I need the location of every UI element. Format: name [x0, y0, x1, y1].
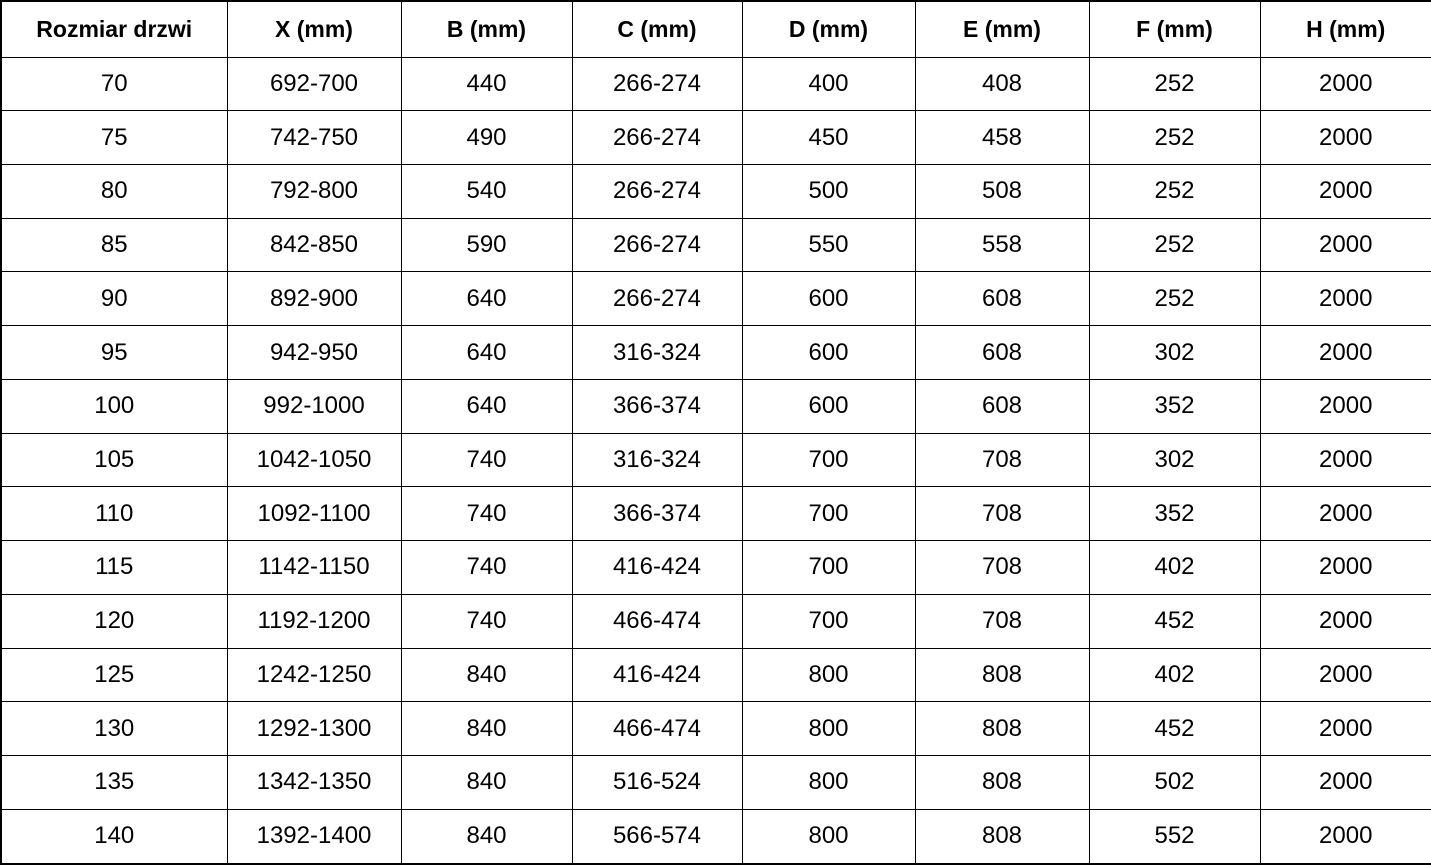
cell-b-mm-row-105: 740	[401, 433, 572, 487]
cell-b-mm-row-125: 840	[401, 648, 572, 702]
cell-c-mm-row-140: 566-574	[572, 809, 742, 864]
cell-x-mm-row-70: 692-700	[227, 57, 401, 111]
cell-rozmiar-drzwi-row-130: 130	[1, 702, 227, 756]
cell-d-mm-row-140: 800	[742, 809, 915, 864]
cell-c-mm-row-75: 266-274	[572, 111, 742, 165]
cell-d-mm-row-130: 800	[742, 702, 915, 756]
column-header-f-mm: F (mm)	[1089, 1, 1260, 57]
table-row-size-95	[1, 326, 1431, 380]
cell-x-mm-row-80: 792-800	[227, 164, 401, 218]
cell-c-mm-row-70: 266-274	[572, 57, 742, 111]
cell-d-mm-row-125: 800	[742, 648, 915, 702]
cell-b-mm-row-85: 590	[401, 218, 572, 272]
cell-f-mm-row-130: 452	[1089, 702, 1260, 756]
cell-f-mm-row-110: 352	[1089, 487, 1260, 541]
cell-h-mm-row-130: 2000	[1260, 702, 1431, 756]
cell-b-mm-row-80: 540	[401, 164, 572, 218]
cell-e-mm-row-125: 808	[915, 648, 1089, 702]
cell-x-mm-row-105: 1042-1050	[227, 433, 401, 487]
cell-rozmiar-drzwi-row-140: 140	[1, 809, 227, 864]
cell-c-mm-row-115: 416-424	[572, 541, 742, 595]
table-row-size-80	[1, 164, 1431, 218]
column-header-h-mm: H (mm)	[1260, 1, 1431, 57]
cell-f-mm-row-70: 252	[1089, 57, 1260, 111]
cell-f-mm-row-115: 402	[1089, 541, 1260, 595]
cell-d-mm-row-95: 600	[742, 326, 915, 380]
table-row-size-105	[1, 433, 1431, 487]
column-header-rozmiar-drzwi: Rozmiar drzwi	[1, 1, 227, 57]
cell-d-mm-row-80: 500	[742, 164, 915, 218]
cell-c-mm-row-125: 416-424	[572, 648, 742, 702]
cell-h-mm-row-125: 2000	[1260, 648, 1431, 702]
cell-b-mm-row-75: 490	[401, 111, 572, 165]
cell-f-mm-row-80: 252	[1089, 164, 1260, 218]
cell-x-mm-row-130: 1292-1300	[227, 702, 401, 756]
cell-e-mm-row-85: 558	[915, 218, 1089, 272]
cell-f-mm-row-105: 302	[1089, 433, 1260, 487]
cell-x-mm-row-95: 942-950	[227, 326, 401, 380]
cell-b-mm-row-90: 640	[401, 272, 572, 326]
cell-d-mm-row-115: 700	[742, 541, 915, 595]
cell-e-mm-row-95: 608	[915, 326, 1089, 380]
cell-d-mm-row-70: 400	[742, 57, 915, 111]
table-row-size-125	[1, 648, 1431, 702]
cell-c-mm-row-95: 316-324	[572, 326, 742, 380]
cell-d-mm-row-75: 450	[742, 111, 915, 165]
table-body	[1, 57, 1431, 864]
cell-d-mm-row-100: 600	[742, 379, 915, 433]
cell-h-mm-row-75: 2000	[1260, 111, 1431, 165]
cell-h-mm-row-105: 2000	[1260, 433, 1431, 487]
cell-c-mm-row-130: 466-474	[572, 702, 742, 756]
header-row	[1, 1, 1431, 57]
cell-rozmiar-drzwi-row-110: 110	[1, 487, 227, 541]
cell-c-mm-row-90: 266-274	[572, 272, 742, 326]
cell-b-mm-row-100: 640	[401, 379, 572, 433]
cell-e-mm-row-135: 808	[915, 756, 1089, 810]
table-row-size-85	[1, 218, 1431, 272]
cell-rozmiar-drzwi-row-70: 70	[1, 57, 227, 111]
cell-d-mm-row-85: 550	[742, 218, 915, 272]
table-row-size-70	[1, 57, 1431, 111]
cell-f-mm-row-100: 352	[1089, 379, 1260, 433]
cell-x-mm-row-75: 742-750	[227, 111, 401, 165]
cell-f-mm-row-95: 302	[1089, 326, 1260, 380]
cell-b-mm-row-140: 840	[401, 809, 572, 864]
cell-h-mm-row-80: 2000	[1260, 164, 1431, 218]
cell-c-mm-row-80: 266-274	[572, 164, 742, 218]
table-row-size-75	[1, 111, 1431, 165]
cell-b-mm-row-130: 840	[401, 702, 572, 756]
cell-h-mm-row-140: 2000	[1260, 809, 1431, 864]
cell-c-mm-row-100: 366-374	[572, 379, 742, 433]
cell-rozmiar-drzwi-row-100: 100	[1, 379, 227, 433]
cell-b-mm-row-115: 740	[401, 541, 572, 595]
cell-f-mm-row-125: 402	[1089, 648, 1260, 702]
cell-e-mm-row-75: 458	[915, 111, 1089, 165]
cell-x-mm-row-140: 1392-1400	[227, 809, 401, 864]
cell-h-mm-row-90: 2000	[1260, 272, 1431, 326]
table-row-size-130	[1, 702, 1431, 756]
cell-e-mm-row-105: 708	[915, 433, 1089, 487]
table-row-size-115	[1, 541, 1431, 595]
cell-rozmiar-drzwi-row-120: 120	[1, 594, 227, 648]
cell-d-mm-row-105: 700	[742, 433, 915, 487]
cell-h-mm-row-85: 2000	[1260, 218, 1431, 272]
cell-c-mm-row-105: 316-324	[572, 433, 742, 487]
cell-f-mm-row-120: 452	[1089, 594, 1260, 648]
cell-h-mm-row-100: 2000	[1260, 379, 1431, 433]
table-head	[1, 1, 1431, 57]
cell-b-mm-row-135: 840	[401, 756, 572, 810]
cell-f-mm-row-140: 552	[1089, 809, 1260, 864]
cell-rozmiar-drzwi-row-75: 75	[1, 111, 227, 165]
cell-d-mm-row-120: 700	[742, 594, 915, 648]
cell-h-mm-row-135: 2000	[1260, 756, 1431, 810]
cell-rozmiar-drzwi-row-95: 95	[1, 326, 227, 380]
cell-f-mm-row-135: 502	[1089, 756, 1260, 810]
cell-x-mm-row-85: 842-850	[227, 218, 401, 272]
cell-e-mm-row-130: 808	[915, 702, 1089, 756]
cell-e-mm-row-80: 508	[915, 164, 1089, 218]
table-row-size-135	[1, 756, 1431, 810]
column-header-x-mm: X (mm)	[227, 1, 401, 57]
column-header-d-mm: D (mm)	[742, 1, 915, 57]
cell-h-mm-row-115: 2000	[1260, 541, 1431, 595]
cell-c-mm-row-135: 516-524	[572, 756, 742, 810]
cell-e-mm-row-120: 708	[915, 594, 1089, 648]
column-header-b-mm: B (mm)	[401, 1, 572, 57]
cell-x-mm-row-100: 992-1000	[227, 379, 401, 433]
cell-b-mm-row-70: 440	[401, 57, 572, 111]
cell-e-mm-row-70: 408	[915, 57, 1089, 111]
table-row-size-140	[1, 809, 1431, 864]
cell-d-mm-row-90: 600	[742, 272, 915, 326]
cell-rozmiar-drzwi-row-135: 135	[1, 756, 227, 810]
cell-rozmiar-drzwi-row-80: 80	[1, 164, 227, 218]
cell-b-mm-row-110: 740	[401, 487, 572, 541]
table-row-size-100	[1, 379, 1431, 433]
cell-e-mm-row-110: 708	[915, 487, 1089, 541]
cell-c-mm-row-120: 466-474	[572, 594, 742, 648]
cell-d-mm-row-135: 800	[742, 756, 915, 810]
table-row-size-120	[1, 594, 1431, 648]
cell-h-mm-row-120: 2000	[1260, 594, 1431, 648]
cell-e-mm-row-115: 708	[915, 541, 1089, 595]
cell-f-mm-row-75: 252	[1089, 111, 1260, 165]
cell-e-mm-row-140: 808	[915, 809, 1089, 864]
cell-rozmiar-drzwi-row-85: 85	[1, 218, 227, 272]
cell-h-mm-row-70: 2000	[1260, 57, 1431, 111]
cell-e-mm-row-90: 608	[915, 272, 1089, 326]
cell-h-mm-row-110: 2000	[1260, 487, 1431, 541]
cell-b-mm-row-95: 640	[401, 326, 572, 380]
cell-x-mm-row-110: 1092-1100	[227, 487, 401, 541]
cell-rozmiar-drzwi-row-115: 115	[1, 541, 227, 595]
cell-e-mm-row-100: 608	[915, 379, 1089, 433]
cell-rozmiar-drzwi-row-125: 125	[1, 648, 227, 702]
cell-x-mm-row-125: 1242-1250	[227, 648, 401, 702]
table-row-size-90	[1, 272, 1431, 326]
cell-x-mm-row-135: 1342-1350	[227, 756, 401, 810]
column-header-c-mm: C (mm)	[572, 1, 742, 57]
cell-c-mm-row-110: 366-374	[572, 487, 742, 541]
cell-c-mm-row-85: 266-274	[572, 218, 742, 272]
cell-x-mm-row-120: 1192-1200	[227, 594, 401, 648]
table-row-size-110	[1, 487, 1431, 541]
cell-x-mm-row-115: 1142-1150	[227, 541, 401, 595]
cell-d-mm-row-110: 700	[742, 487, 915, 541]
cell-b-mm-row-120: 740	[401, 594, 572, 648]
cell-f-mm-row-90: 252	[1089, 272, 1260, 326]
cell-rozmiar-drzwi-row-90: 90	[1, 272, 227, 326]
cell-h-mm-row-95: 2000	[1260, 326, 1431, 380]
cell-x-mm-row-90: 892-900	[227, 272, 401, 326]
column-header-e-mm: E (mm)	[915, 1, 1089, 57]
cell-rozmiar-drzwi-row-105: 105	[1, 433, 227, 487]
cell-f-mm-row-85: 252	[1089, 218, 1260, 272]
